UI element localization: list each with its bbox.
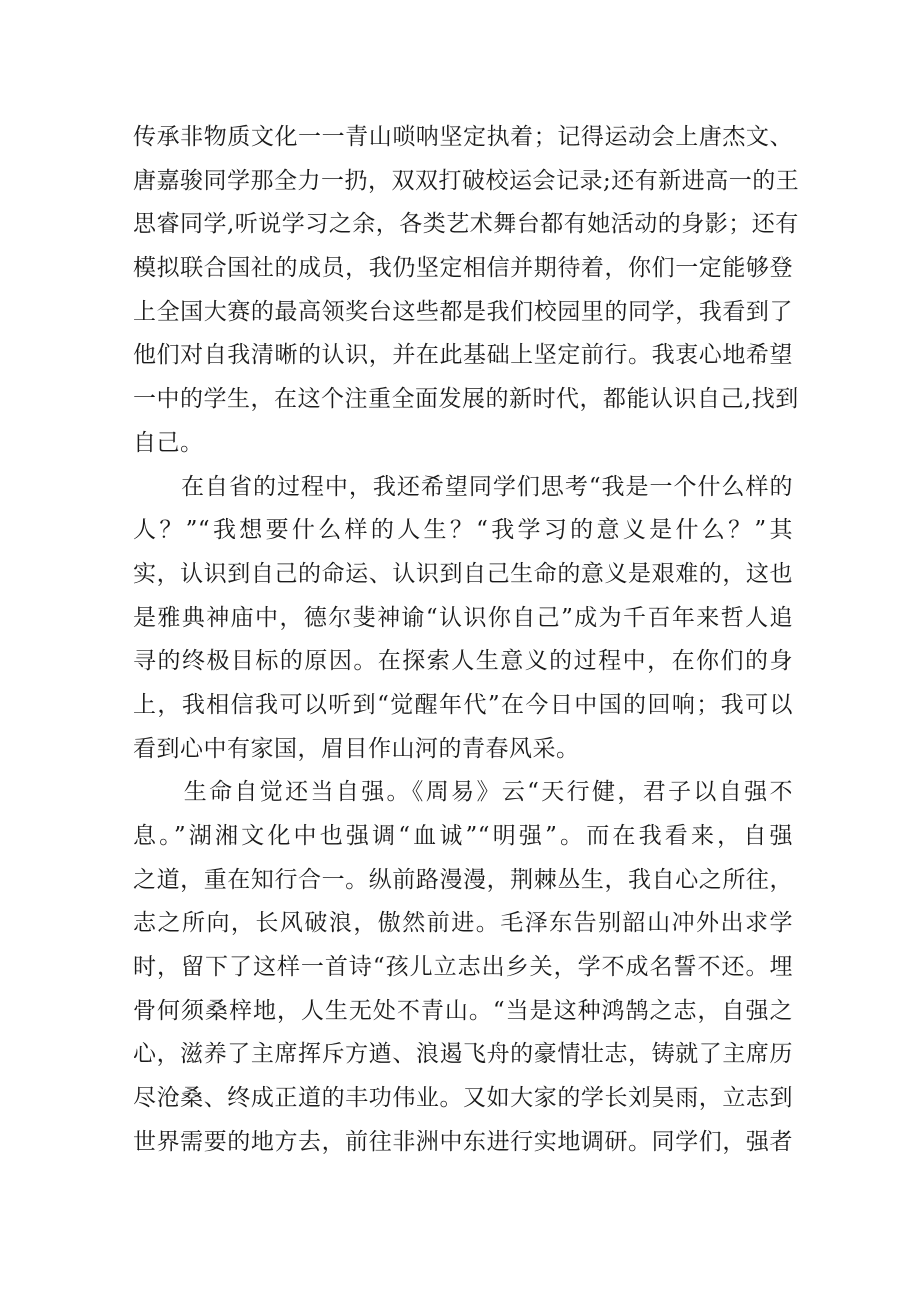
text-line: 思睿同学,听说学习之余，各类艺术舞台都有她活动的身影；还有: [133, 211, 799, 238]
text-line: 他们对自我清晰的认识，并在此基础上坚定前行。我衷心地希望: [133, 342, 793, 369]
text-line: 实，认识到自己的命运、认识到自己生命的意义是艰难的，这也: [133, 560, 793, 587]
text-line: 志之所向，长风破浪，傲然前进。毛泽东告别韶山冲外出求学: [133, 910, 793, 937]
text-line: 在自省的过程中，我还希望同学们思考“我是一个什么样的: [133, 473, 793, 500]
text-line: 唐嘉骏同学那全力一扔，双双打破校运会记录;还有新进高一的王: [133, 167, 800, 194]
text-line: 是雅典神庙中，德尔斐神谕“认识你自己”成为千百年来哲人追: [133, 604, 793, 631]
paragraph-3: [133, 771, 793, 1164]
text-line: 自己。: [133, 429, 204, 456]
paragraph-1: [133, 116, 800, 466]
text-line: 心，滋养了主席挥斥方遒、浪遏飞舟的豪情壮志，铸就了主席历: [133, 1041, 793, 1068]
text-line: 上全国大赛的最高领奖台这些都是我们校园里的同学，我看到了: [133, 298, 793, 325]
text-line: 尽沧桑、终成正道的丰功伟业。又如大家的学长刘昊雨，立志到: [133, 1085, 793, 1112]
text-line: 息。”湖湘文化中也强调“血诚”“明强”。而在我看来，自强: [133, 823, 793, 849]
text-line: 模拟联合国社的成员，我仍坚定相信并期待着，你们一定能够登: [133, 255, 793, 282]
text-line: 上，我相信我可以听到“觉醒年代”在今日中国的回响；我可以: [133, 691, 793, 718]
body-text: [133, 116, 800, 1165]
text-line: 人？”“我想要什么样的人生？“我学习的意义是什么？”其: [133, 517, 793, 544]
text-line: 看到心中有家国，眉目作山河的青春风采。: [133, 735, 580, 762]
text-line: 时，留下了这样一首诗“孩儿立志出乡关，学不成名誓不还。埋: [133, 954, 793, 981]
text-line: 一中的学生，在这个注重全面发展的新时代，都能认识自己,找到: [133, 386, 799, 413]
paragraph-2: [133, 466, 793, 772]
text-line: 骨何须桑梓地，人生无处不青山。“当是这种鸿鹄之志，自强之: [133, 997, 793, 1024]
text-line: 生命自觉还当自强。《周易》云“天行健，君子以自强不: [133, 779, 793, 806]
text-line: 传承非物质文化一一青山唢呐坚定执着；记得运动会上唐杰文、: [133, 124, 793, 150]
text-line: 寻的终极目标的原因。在探索人生意义的过程中，在你们的身: [133, 648, 793, 675]
text-line: 世界需要的地方去，前往非洲中东进行实地调研。同学们，强者: [133, 1128, 793, 1155]
text-line: 之道，重在知行合一。纵前路漫漫，荆棘丛生，我自心之所往，: [133, 866, 793, 893]
